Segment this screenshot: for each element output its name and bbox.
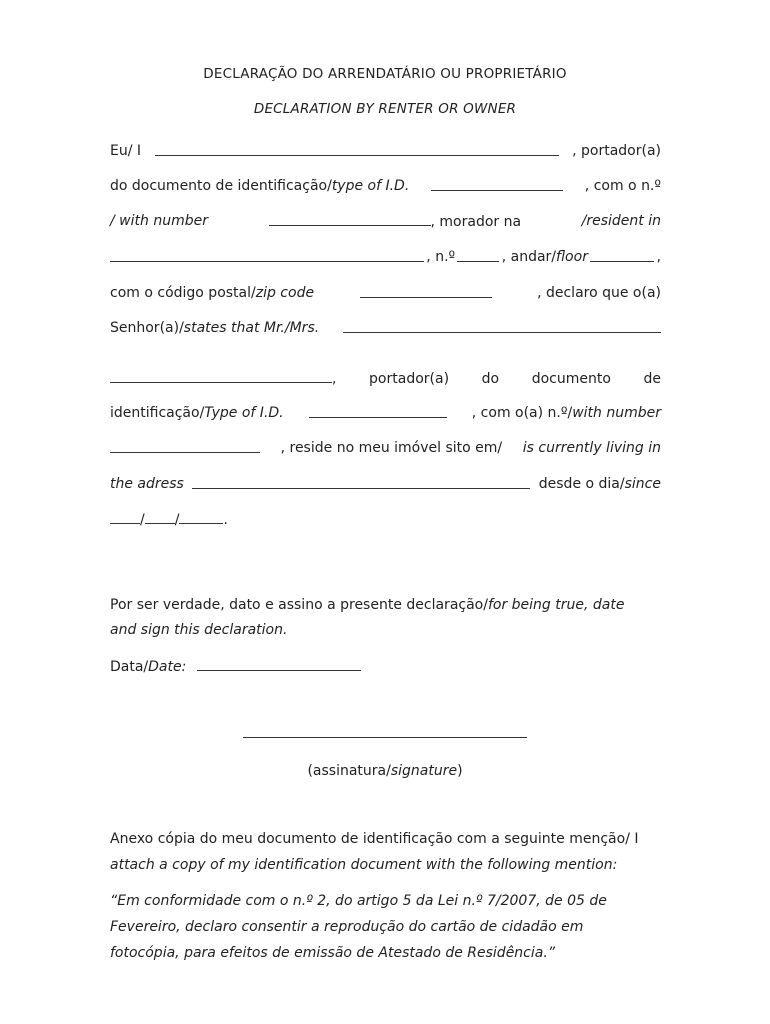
form-line-5 xyxy=(110,285,661,301)
statement-line-1: Por ser verdade, dato e assino a presente declaração/for being true, date xyxy=(110,597,625,613)
date-label: Date: xyxy=(148,659,187,675)
resides-label: , reside no meu imóvel sito em/ xyxy=(280,440,503,456)
form-line-1 xyxy=(110,143,661,159)
id-doc-label: do documento de identificação/type of I.D. xyxy=(110,178,410,194)
door-number-label: , n.º xyxy=(426,249,456,265)
resident-label: , morador na xyxy=(430,214,522,230)
signature-caption: (assinatura/signature) xyxy=(307,763,463,779)
form-line-3 xyxy=(110,213,661,230)
annex-line-1: Anexo cópia do meu documento de identificação com a seguinte menção/ I xyxy=(110,831,639,847)
statement-line-2: and sign this declaration. xyxy=(110,622,288,638)
tenant-id-type-field[interactable] xyxy=(309,405,447,418)
quote-line-1: “Em conformidade com o n.º 2, do artigo 5 da Lei n.º 7/2007, de 05 de xyxy=(110,893,607,909)
tenant-number-label: , com o(a) n.º/with number xyxy=(471,405,661,421)
tenant-id-type-label: identificação/Type of I.D. xyxy=(110,405,284,421)
date-line: Data/Date: xyxy=(110,658,661,675)
form-line-11: / / . xyxy=(110,511,661,528)
since-label: desde o dia/since xyxy=(538,476,661,492)
tenant-id-field[interactable] xyxy=(110,370,332,383)
form-line-7: , portador(a) do documento de xyxy=(110,370,661,387)
floor-field[interactable] xyxy=(590,249,654,262)
name-field[interactable] xyxy=(155,143,559,156)
form-line-9 xyxy=(110,440,661,456)
resident-in-label: /resident in xyxy=(581,213,661,229)
with-number-label: / with number xyxy=(110,213,208,229)
id-number-field[interactable] xyxy=(269,213,431,226)
property-address-field[interactable] xyxy=(192,476,530,489)
tenant-number-field[interactable] xyxy=(110,440,260,453)
quote-line-3: fotocópia, para efeitos de emissão de Atestado de Residência.” xyxy=(110,945,556,961)
id-type-field[interactable] xyxy=(431,178,563,191)
declare-label: , declaro que o(a) xyxy=(537,285,661,301)
form-line-6 xyxy=(110,320,661,336)
address-field[interactable] xyxy=(110,249,424,262)
form-line-8 xyxy=(110,405,661,421)
floor-label: , andar/floor xyxy=(501,249,588,265)
quote-line-2: Fevereiro, declaro consentir a reprodução do cartão de cidadão em xyxy=(110,919,584,935)
bearer-label: , portador(a) xyxy=(572,143,661,159)
since-day-field[interactable] xyxy=(110,511,140,524)
annex-line-2: attach a copy of my identification document with the following mention: xyxy=(110,857,618,873)
form-line-10 xyxy=(110,476,661,492)
mr-mrs-label: Senhor(a)/states that Mr./Mrs. xyxy=(110,320,320,336)
zip-code-field[interactable] xyxy=(360,285,492,298)
tenant-name-field[interactable] xyxy=(343,320,661,333)
date-field[interactable] xyxy=(197,658,361,671)
currently-living-label: is currently living in xyxy=(522,440,661,456)
zip-code-label: com o código postal/zip code xyxy=(110,285,315,301)
since-month-field[interactable] xyxy=(145,511,175,524)
title-portuguese: DECLARAÇÃO DO ARRENDATÁRIO OU PROPRIETÁRIO xyxy=(203,66,567,82)
title-english: DECLARATION BY RENTER OR OWNER xyxy=(253,101,517,117)
address-label: the adress xyxy=(110,476,184,492)
door-number-field[interactable] xyxy=(457,249,499,262)
id-number-label: , com o n.º xyxy=(584,178,661,194)
since-year-field[interactable] xyxy=(179,511,223,524)
form-line-4: , n.º , andar/floor , xyxy=(110,249,661,265)
signature-line[interactable] xyxy=(243,725,527,738)
name-label: Eu/ I xyxy=(110,143,142,159)
form-line-2 xyxy=(110,178,661,194)
